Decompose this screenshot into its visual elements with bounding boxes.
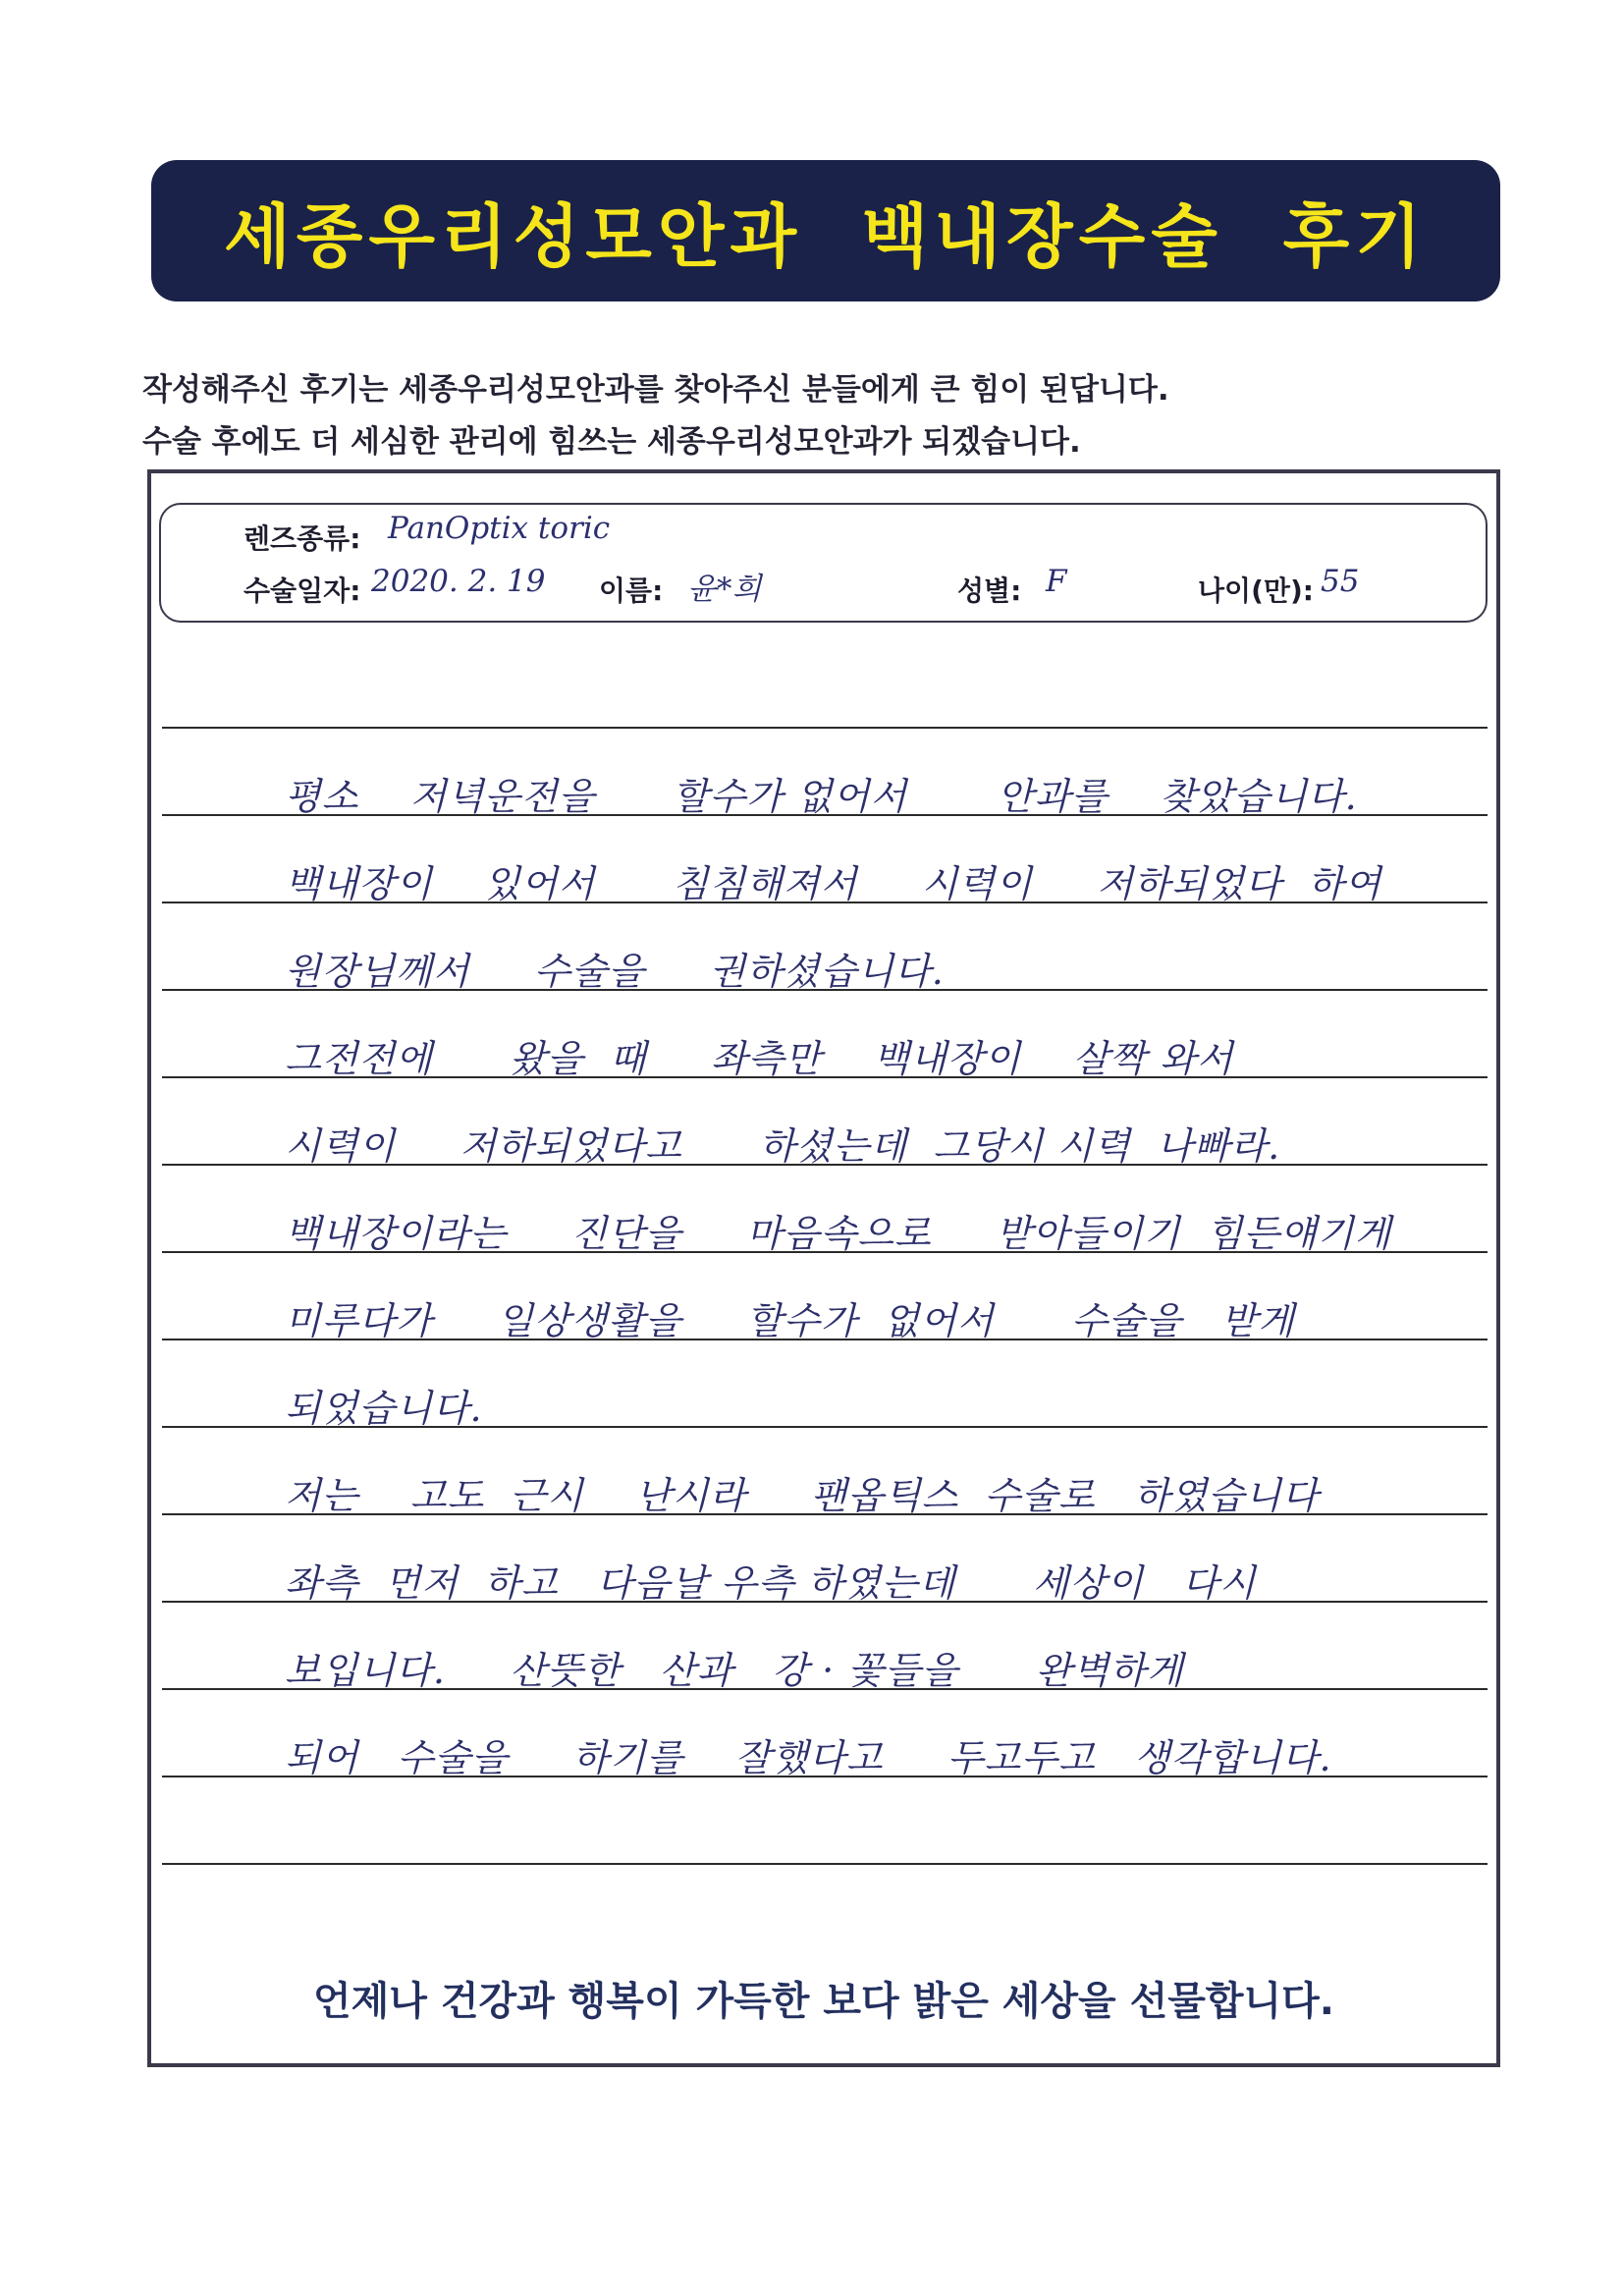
age-label: 나이(만): xyxy=(1198,574,1314,607)
name-label: 이름: xyxy=(599,574,664,607)
review-line-5: 시력이 저하되었다고 하셨는데 그당시 시력 나빠라. xyxy=(285,1124,1281,1168)
review-line-4: 그전전에 왔을 때 좌측만 백내장이 살짝 와서 xyxy=(285,1037,1234,1080)
review-line-9: 저는 고도 근시 난시라 팬옵틱스 수술로 하였습니다 xyxy=(285,1474,1320,1517)
review-line-8: 되었습니다. xyxy=(285,1387,483,1430)
lens-type-value: PanOptix toric xyxy=(388,511,611,546)
review-line-2: 백내장이 있어서 침침해져서 시력이 저하되었다 하여 xyxy=(285,862,1382,905)
footer-slogan: 언제나 건강과 행복이 가득한 보다 밝은 세상을 선물합니다. xyxy=(312,1979,1335,2024)
name-value: 윤*희 xyxy=(687,572,762,607)
age-value: 55 xyxy=(1321,564,1360,599)
review-line-3: 원장님께서 수술을 권하셨습니다. xyxy=(285,950,945,993)
title-banner xyxy=(151,160,1500,301)
review-line-12: 되어 수술을 하기를 잘했다고 두고두고 생각합니다. xyxy=(285,1736,1332,1779)
ruled-line xyxy=(162,727,1488,729)
page-title: 세종우리성모안과 백내장수술 후기 xyxy=(224,195,1428,277)
lens-type-label: 렌즈종류: xyxy=(243,522,361,555)
review-form-frame xyxy=(147,469,1500,2067)
intro-line-1: 작성해주신 후기는 세종우리성모안과를 찾아주신 분들에게 큰 힘이 된답니다. xyxy=(142,372,1169,408)
surgery-date-value: 2020. 2. 19 xyxy=(371,564,546,599)
review-line-7: 미루다가 일상생활을 할수가 없어서 수술을 받게 xyxy=(285,1299,1295,1342)
intro-line-2: 수술 후에도 더 세심한 관리에 힘쓰는 세종우리성모안과가 되겠습니다. xyxy=(142,424,1081,460)
review-line-11: 보입니다. 산뜻한 산과 강 · 꽃들을 완벽하게 xyxy=(285,1649,1184,1692)
review-line-1: 평소 저녁운전을 할수가 없어서 안과를 찾았습니다. xyxy=(285,775,1358,818)
surgery-date-label: 수술일자: xyxy=(243,574,361,607)
review-line-10: 좌측 먼저 하고 다음날 우측 하였는데 세상이 다시 xyxy=(285,1561,1257,1605)
ruled-line xyxy=(162,1863,1488,1865)
sex-label: 성별: xyxy=(957,574,1022,607)
review-line-6: 백내장이라는 진단을 마음속으로 받아들이기 힘든얘기게 xyxy=(285,1212,1392,1255)
sex-value: F xyxy=(1046,564,1067,599)
